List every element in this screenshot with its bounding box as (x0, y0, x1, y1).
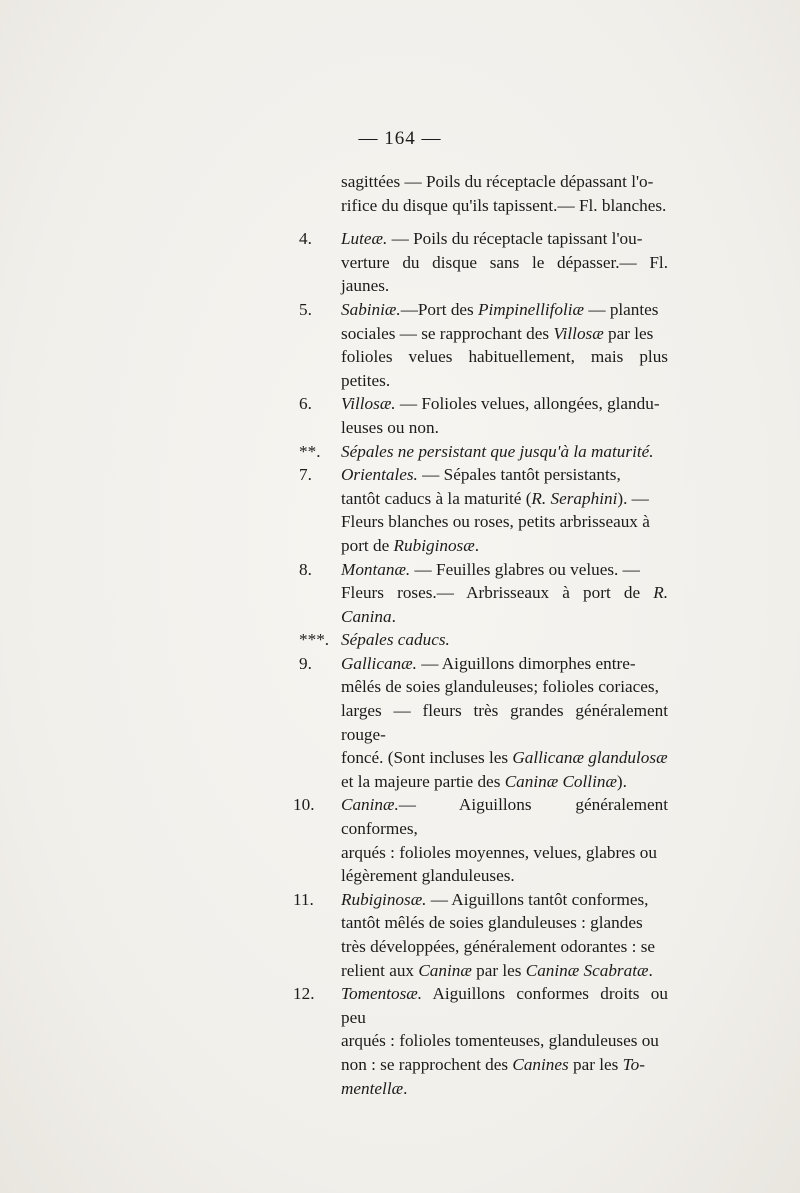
taxon-name: Canines (512, 1054, 569, 1074)
taxon-name: Caninæ. (341, 795, 399, 815)
taxon-name: Gallicanæ. (341, 653, 417, 673)
text-line: folioles velues habituellement, mais plus petites. (341, 347, 668, 390)
text-line: sociales — se rapprochant des Villosæ par les (341, 323, 654, 343)
text-line: rifice du disque qu'ils tapissent.— Fl. blanches. (341, 195, 667, 215)
text-line: arqués : folioles moyennes, velues, glabres ou (341, 842, 657, 862)
entry-number: 6. (299, 394, 312, 414)
text-line: larges — fleurs très grandes généralement rouge- (341, 701, 668, 744)
entry-number: 5. (299, 299, 312, 319)
entry-sabiniae: 5. Sabiniæ.—Port des Pimpinellifoliæ — plantes (313, 298, 668, 322)
text-line: très développées, généralement odorantes : se (341, 937, 656, 956)
text-line: relient aux Caninæ par les Caninæ Scabratæ. (341, 960, 653, 980)
text-line: et la majeure partie des Caninæ Collinæ). (341, 771, 627, 791)
taxon-name: Caninæ (418, 960, 472, 980)
entry-number: 4. (299, 229, 312, 249)
text-line: mêlés de soies glanduleuses; folioles coriaces, (341, 677, 659, 697)
section-marker: ***. (299, 630, 330, 650)
taxon-name: R. Canina (341, 583, 668, 626)
taxon-name: Rubiginosæ (393, 535, 475, 555)
entry-number: 10. (293, 795, 315, 815)
text-line: port de Rubiginosæ. (341, 535, 479, 555)
text-line: leuses ou non. (341, 417, 439, 437)
page-number: — 164 — (358, 128, 442, 149)
taxon-name: Caninæ Scabratæ (525, 960, 649, 980)
taxon-name: To- (622, 1054, 645, 1074)
text-line: Fleurs roses.— Arbrisseaux à port de R. Canina. (341, 583, 668, 626)
taxon-name: Villosæ. (341, 394, 396, 414)
section-marker: **. (299, 441, 321, 461)
entry-gallicanae: 9. Gallicanæ. — Aiguillons dimorphes entre- (313, 652, 668, 676)
taxon-name: mentellæ (341, 1078, 404, 1098)
entry-tomentosae: 12. Tomentosæ. Aiguillons conformes droits ou peu (293, 984, 668, 1027)
entry-number: 7. (299, 465, 312, 485)
taxon-name: Villosæ (553, 323, 604, 343)
text-line: mentellæ. (341, 1078, 408, 1098)
entry-montanae: 8. Montanæ. — Feuilles glabres ou velues. — (313, 558, 668, 582)
section-title: Sépales ne persistant que jusqu'à la maturité. (341, 441, 654, 461)
section-title: Sépales caducs. (341, 630, 450, 650)
entry-number: 8. (299, 559, 312, 579)
text-line: non : se rapprochent des Canines par les To- (341, 1054, 645, 1074)
entry-rubiginosae: 11. Rubiginosæ. — Aiguillons tantôt conformes, (313, 888, 668, 912)
text-line: tantôt mêlés de soies glanduleuses : glandes (341, 913, 643, 933)
text-line: arqués : folioles tomenteuses, glanduleuses ou (341, 1031, 659, 1051)
taxon-name: Tomentosæ. (341, 984, 423, 1004)
entry-number: 11. (293, 889, 314, 909)
section-heading (299, 628, 668, 652)
text-line: foncé. (Sont incluses les Gallicanæ glandulosæ (341, 748, 668, 768)
taxon-name: Rubiginosæ. (341, 889, 427, 909)
entry-number: 9. (299, 653, 312, 673)
taxon-name: R. Seraphini (531, 488, 618, 508)
entry-orientales: 7. Orientales. — Sépales tantôt persistants, (313, 463, 668, 487)
section-heading (299, 440, 668, 464)
entry-number: 12. (293, 984, 315, 1004)
text-line: légèrement glanduleuses. (341, 866, 515, 886)
taxon-name: Montanæ. (341, 559, 411, 579)
taxon-name: Sabiniæ. (341, 299, 401, 319)
text-line: verture du disque sans le dépasser.— Fl. jaunes. (341, 252, 668, 296)
text-line: Fleurs blanches ou roses, petits arbrisseaux à (341, 512, 650, 532)
taxon-name: Orientales. (341, 465, 418, 485)
entry-luteae: 4. Luteæ. — Poils du réceptacle tapissant l'ou- (313, 227, 668, 251)
text-column (293, 170, 668, 1100)
entry-villosae: 6. Villosæ. — Folioles velues, allongées, glandu- (313, 392, 668, 416)
taxon-name: Luteæ. (341, 229, 388, 249)
text-line: tantôt caducs à la maturité (R. Seraphini). — (341, 488, 649, 508)
taxon-name: Gallicanæ glandulosæ (512, 748, 668, 768)
taxon-name: Caninæ Collinæ (504, 771, 617, 791)
entry-caninae: 10. Caninæ.— Aiguillons généralement conformes, (293, 795, 668, 839)
text-line: sagittées — Poils du réceptacle dépassant l'o- (341, 172, 654, 191)
taxon-name: Pimpinellifoliæ (478, 299, 585, 319)
